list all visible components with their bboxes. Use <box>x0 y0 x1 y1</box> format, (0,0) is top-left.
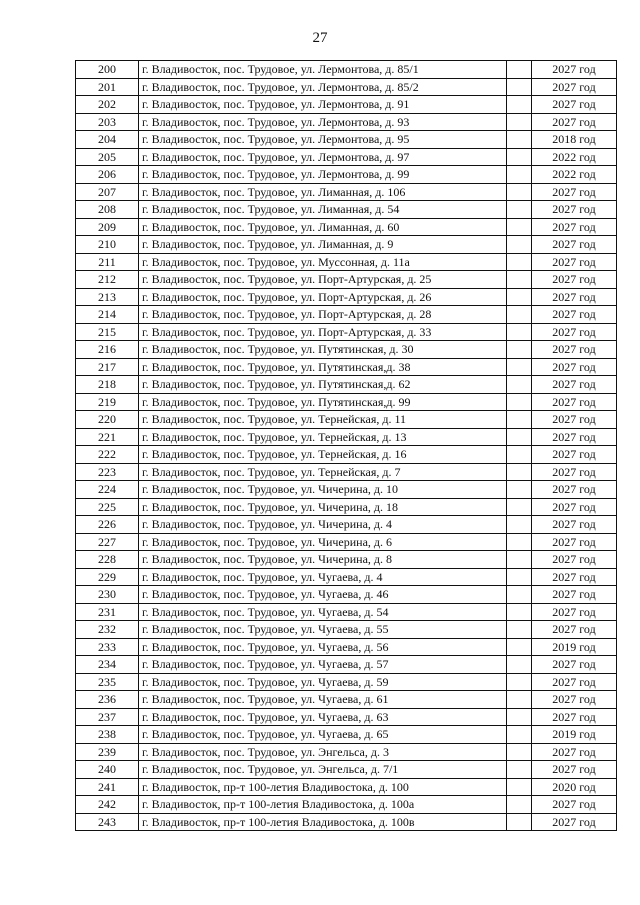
row-year-cell: 2027 год <box>532 568 617 586</box>
row-empty-cell <box>507 288 532 306</box>
table-row <box>76 323 617 341</box>
row-address-cell: г. Владивосток, пос. Трудовое, ул. Чугаева, д. 56 <box>139 638 507 656</box>
row-year-cell: 2027 год <box>532 411 617 429</box>
row-address-cell: г. Владивосток, пос. Трудовое, ул. Энгельса, д. 7/1 <box>139 761 507 779</box>
row-address-cell: г. Владивосток, пос. Трудовое, ул. Чугаева, д. 63 <box>139 708 507 726</box>
row-year-cell: 2027 год <box>532 673 617 691</box>
row-address-cell: г. Владивосток, пос. Трудовое, ул. Чичерина, д. 6 <box>139 533 507 551</box>
row-number-cell: 210 <box>76 236 139 254</box>
row-number-cell: 212 <box>76 271 139 289</box>
row-year-cell: 2027 год <box>532 236 617 254</box>
row-address-cell: г. Владивосток, пр-т 100-летия Владивостока, д. 100а <box>139 796 507 814</box>
row-number-cell: 223 <box>76 463 139 481</box>
row-number-cell: 201 <box>76 78 139 96</box>
address-table <box>75 60 617 831</box>
row-empty-cell <box>507 691 532 709</box>
table-row <box>76 568 617 586</box>
row-year-cell: 2027 год <box>532 288 617 306</box>
row-year-cell: 2027 год <box>532 481 617 499</box>
table-row <box>76 813 617 831</box>
row-address-cell: г. Владивосток, пос. Трудовое, ул. Путятинская,д. 99 <box>139 393 507 411</box>
row-number-cell: 235 <box>76 673 139 691</box>
row-address-cell: г. Владивосток, пос. Трудовое, ул. Чугаева, д. 4 <box>139 568 507 586</box>
row-year-cell: 2027 год <box>532 253 617 271</box>
table-row <box>76 96 617 114</box>
row-year-cell: 2027 год <box>532 551 617 569</box>
row-number-cell: 236 <box>76 691 139 709</box>
row-address-cell: г. Владивосток, пос. Трудовое, ул. Порт-Артурская, д. 25 <box>139 271 507 289</box>
row-empty-cell <box>507 533 532 551</box>
row-address-cell: г. Владивосток, пос. Трудовое, ул. Лермонтова, д. 91 <box>139 96 507 114</box>
table-row <box>76 673 617 691</box>
row-address-cell: г. Владивосток, пос. Трудовое, ул. Порт-Артурская, д. 28 <box>139 306 507 324</box>
row-year-cell: 2027 год <box>532 358 617 376</box>
row-empty-cell <box>507 358 532 376</box>
row-number-cell: 202 <box>76 96 139 114</box>
table-row <box>76 183 617 201</box>
row-address-cell: г. Владивосток, пос. Трудовое, ул. Лиманная, д. 106 <box>139 183 507 201</box>
table-body <box>76 61 617 831</box>
row-year-cell: 2027 год <box>532 813 617 831</box>
row-number-cell: 224 <box>76 481 139 499</box>
table-row <box>76 218 617 236</box>
row-number-cell: 227 <box>76 533 139 551</box>
row-address-cell: г. Владивосток, пос. Трудовое, ул. Тернейская, д. 7 <box>139 463 507 481</box>
table-row <box>76 778 617 796</box>
row-number-cell: 211 <box>76 253 139 271</box>
row-empty-cell <box>507 673 532 691</box>
row-address-cell: г. Владивосток, пос. Трудовое, ул. Тернейская, д. 13 <box>139 428 507 446</box>
table-row <box>76 306 617 324</box>
row-number-cell: 225 <box>76 498 139 516</box>
row-number-cell: 218 <box>76 376 139 394</box>
row-year-cell: 2027 год <box>532 586 617 604</box>
row-address-cell: г. Владивосток, пр-т 100-летия Владивостока, д. 100 <box>139 778 507 796</box>
row-empty-cell <box>507 78 532 96</box>
row-empty-cell <box>507 218 532 236</box>
table-row <box>76 761 617 779</box>
row-year-cell: 2027 год <box>532 621 617 639</box>
row-number-cell: 229 <box>76 568 139 586</box>
table-row <box>76 358 617 376</box>
row-address-cell: г. Владивосток, пос. Трудовое, ул. Чичерина, д. 10 <box>139 481 507 499</box>
row-empty-cell <box>507 516 532 534</box>
row-number-cell: 214 <box>76 306 139 324</box>
row-empty-cell <box>507 778 532 796</box>
row-empty-cell <box>507 743 532 761</box>
row-year-cell: 2027 год <box>532 446 617 464</box>
row-number-cell: 216 <box>76 341 139 359</box>
table-row <box>76 393 617 411</box>
row-empty-cell <box>507 306 532 324</box>
row-year-cell: 2027 год <box>532 218 617 236</box>
row-number-cell: 207 <box>76 183 139 201</box>
row-address-cell: г. Владивосток, пос. Трудовое, ул. Тернейская, д. 16 <box>139 446 507 464</box>
table-row <box>76 796 617 814</box>
row-empty-cell <box>507 393 532 411</box>
row-address-cell: г. Владивосток, пос. Трудовое, ул. Чугаева, д. 61 <box>139 691 507 709</box>
row-empty-cell <box>507 96 532 114</box>
row-number-cell: 243 <box>76 813 139 831</box>
row-number-cell: 230 <box>76 586 139 604</box>
row-year-cell: 2027 год <box>532 306 617 324</box>
row-empty-cell <box>507 236 532 254</box>
table-row <box>76 516 617 534</box>
row-year-cell: 2027 год <box>532 603 617 621</box>
row-empty-cell <box>507 166 532 184</box>
row-address-cell: г. Владивосток, пос. Трудовое, ул. Путятинская, д. 30 <box>139 341 507 359</box>
row-year-cell: 2027 год <box>532 428 617 446</box>
row-address-cell: г. Владивосток, пос. Трудовое, ул. Порт-Артурская, д. 26 <box>139 288 507 306</box>
row-empty-cell <box>507 638 532 656</box>
row-address-cell: г. Владивосток, пос. Трудовое, ул. Лермонтова, д. 85/2 <box>139 78 507 96</box>
row-number-cell: 208 <box>76 201 139 219</box>
row-address-cell: г. Владивосток, пр-т 100-летия Владивостока, д. 100в <box>139 813 507 831</box>
row-number-cell: 220 <box>76 411 139 429</box>
row-year-cell: 2027 год <box>532 691 617 709</box>
row-empty-cell <box>507 446 532 464</box>
row-address-cell: г. Владивосток, пос. Трудовое, ул. Чугаева, д. 55 <box>139 621 507 639</box>
row-year-cell: 2027 год <box>532 341 617 359</box>
table-row <box>76 586 617 604</box>
page-number: 27 <box>312 30 328 46</box>
row-empty-cell <box>507 761 532 779</box>
table-row <box>76 201 617 219</box>
row-address-cell: г. Владивосток, пос. Трудовое, ул. Чугаева, д. 57 <box>139 656 507 674</box>
row-number-cell: 203 <box>76 113 139 131</box>
row-empty-cell <box>507 621 532 639</box>
row-empty-cell <box>507 411 532 429</box>
row-empty-cell <box>507 551 532 569</box>
row-year-cell: 2022 год <box>532 148 617 166</box>
table-row <box>76 411 617 429</box>
row-year-cell: 2027 год <box>532 516 617 534</box>
row-number-cell: 239 <box>76 743 139 761</box>
row-number-cell: 226 <box>76 516 139 534</box>
row-address-cell: г. Владивосток, пос. Трудовое, ул. Чугаева, д. 65 <box>139 726 507 744</box>
table-row <box>76 533 617 551</box>
table-row <box>76 743 617 761</box>
row-year-cell: 2027 год <box>532 201 617 219</box>
table-row <box>76 166 617 184</box>
row-number-cell: 200 <box>76 61 139 79</box>
row-address-cell: г. Владивосток, пос. Трудовое, ул. Тернейская, д. 11 <box>139 411 507 429</box>
row-address-cell: г. Владивосток, пос. Трудовое, ул. Чугаева, д. 46 <box>139 586 507 604</box>
row-address-cell: г. Владивосток, пос. Трудовое, ул. Путятинская,д. 62 <box>139 376 507 394</box>
row-address-cell: г. Владивосток, пос. Трудовое, ул. Лермонтова, д. 97 <box>139 148 507 166</box>
row-empty-cell <box>507 271 532 289</box>
row-address-cell: г. Владивосток, пос. Трудовое, ул. Лиманная, д. 9 <box>139 236 507 254</box>
row-year-cell: 2027 год <box>532 656 617 674</box>
row-address-cell: г. Владивосток, пос. Трудовое, ул. Муссонная, д. 11а <box>139 253 507 271</box>
row-number-cell: 219 <box>76 393 139 411</box>
table-row <box>76 113 617 131</box>
row-empty-cell <box>507 341 532 359</box>
row-number-cell: 217 <box>76 358 139 376</box>
table-row <box>76 621 617 639</box>
row-number-cell: 205 <box>76 148 139 166</box>
table-row <box>76 341 617 359</box>
table-row <box>76 253 617 271</box>
row-empty-cell <box>507 481 532 499</box>
table-row <box>76 708 617 726</box>
row-number-cell: 241 <box>76 778 139 796</box>
row-address-cell: г. Владивосток, пос. Трудовое, ул. Порт-Артурская, д. 33 <box>139 323 507 341</box>
row-empty-cell <box>507 253 532 271</box>
table-row <box>76 61 617 79</box>
row-number-cell: 215 <box>76 323 139 341</box>
row-number-cell: 222 <box>76 446 139 464</box>
row-year-cell: 2022 год <box>532 166 617 184</box>
row-empty-cell <box>507 183 532 201</box>
row-empty-cell <box>507 323 532 341</box>
table-row <box>76 288 617 306</box>
table-row <box>76 446 617 464</box>
row-empty-cell <box>507 131 532 149</box>
table-row <box>76 271 617 289</box>
row-year-cell: 2019 год <box>532 726 617 744</box>
row-address-cell: г. Владивосток, пос. Трудовое, ул. Чичерина, д. 8 <box>139 551 507 569</box>
row-year-cell: 2019 год <box>532 638 617 656</box>
row-empty-cell <box>507 201 532 219</box>
table-row <box>76 481 617 499</box>
row-number-cell: 232 <box>76 621 139 639</box>
row-number-cell: 234 <box>76 656 139 674</box>
row-year-cell: 2027 год <box>532 463 617 481</box>
row-address-cell: г. Владивосток, пос. Трудовое, ул. Чичерина, д. 18 <box>139 498 507 516</box>
row-address-cell: г. Владивосток, пос. Трудовое, ул. Чичерина, д. 4 <box>139 516 507 534</box>
row-year-cell: 2027 год <box>532 183 617 201</box>
row-address-cell: г. Владивосток, пос. Трудовое, ул. Лермонтова, д. 93 <box>139 113 507 131</box>
row-year-cell: 2027 год <box>532 708 617 726</box>
row-year-cell: 2027 год <box>532 743 617 761</box>
row-address-cell: г. Владивосток, пос. Трудовое, ул. Лиманная, д. 60 <box>139 218 507 236</box>
row-empty-cell <box>507 603 532 621</box>
row-empty-cell <box>507 796 532 814</box>
table-row <box>76 428 617 446</box>
row-address-cell: г. Владивосток, пос. Трудовое, ул. Чугаева, д. 54 <box>139 603 507 621</box>
table-row <box>76 691 617 709</box>
row-number-cell: 238 <box>76 726 139 744</box>
row-empty-cell <box>507 813 532 831</box>
table-row <box>76 638 617 656</box>
table-row <box>76 603 617 621</box>
row-year-cell: 2027 год <box>532 761 617 779</box>
row-year-cell: 2027 год <box>532 323 617 341</box>
table-row <box>76 131 617 149</box>
row-year-cell: 2027 год <box>532 61 617 79</box>
row-number-cell: 237 <box>76 708 139 726</box>
row-year-cell: 2027 год <box>532 393 617 411</box>
row-address-cell: г. Владивосток, пос. Трудовое, ул. Лермонтова, д. 95 <box>139 131 507 149</box>
row-year-cell: 2027 год <box>532 271 617 289</box>
table-row <box>76 236 617 254</box>
row-address-cell: г. Владивосток, пос. Трудовое, ул. Лиманная, д. 54 <box>139 201 507 219</box>
row-number-cell: 213 <box>76 288 139 306</box>
row-number-cell: 240 <box>76 761 139 779</box>
row-year-cell: 2027 год <box>532 376 617 394</box>
table-row <box>76 376 617 394</box>
row-empty-cell <box>507 498 532 516</box>
row-number-cell: 209 <box>76 218 139 236</box>
table-row <box>76 726 617 744</box>
row-empty-cell <box>507 376 532 394</box>
row-year-cell: 2027 год <box>532 796 617 814</box>
row-year-cell: 2020 год <box>532 778 617 796</box>
row-address-cell: г. Владивосток, пос. Трудовое, ул. Лермонтова, д. 85/1 <box>139 61 507 79</box>
table-row <box>76 463 617 481</box>
row-number-cell: 221 <box>76 428 139 446</box>
row-address-cell: г. Владивосток, пос. Трудовое, ул. Чугаева, д. 59 <box>139 673 507 691</box>
row-address-cell: г. Владивосток, пос. Трудовое, ул. Лермонтова, д. 99 <box>139 166 507 184</box>
row-empty-cell <box>507 656 532 674</box>
row-empty-cell <box>507 568 532 586</box>
row-empty-cell <box>507 463 532 481</box>
row-year-cell: 2027 год <box>532 96 617 114</box>
table-row <box>76 656 617 674</box>
row-number-cell: 206 <box>76 166 139 184</box>
table-row <box>76 551 617 569</box>
row-year-cell: 2027 год <box>532 113 617 131</box>
row-empty-cell <box>507 428 532 446</box>
table-row <box>76 498 617 516</box>
row-empty-cell <box>507 708 532 726</box>
row-year-cell: 2027 год <box>532 498 617 516</box>
row-empty-cell <box>507 726 532 744</box>
row-address-cell: г. Владивосток, пос. Трудовое, ул. Энгельса, д. 3 <box>139 743 507 761</box>
table-row <box>76 78 617 96</box>
row-number-cell: 242 <box>76 796 139 814</box>
row-empty-cell <box>507 586 532 604</box>
row-year-cell: 2027 год <box>532 78 617 96</box>
row-empty-cell <box>507 61 532 79</box>
row-year-cell: 2018 год <box>532 131 617 149</box>
row-number-cell: 204 <box>76 131 139 149</box>
table-row <box>76 148 617 166</box>
row-address-cell: г. Владивосток, пос. Трудовое, ул. Путятинская,д. 38 <box>139 358 507 376</box>
row-empty-cell <box>507 148 532 166</box>
row-year-cell: 2027 год <box>532 533 617 551</box>
row-number-cell: 231 <box>76 603 139 621</box>
row-number-cell: 228 <box>76 551 139 569</box>
row-number-cell: 233 <box>76 638 139 656</box>
row-empty-cell <box>507 113 532 131</box>
